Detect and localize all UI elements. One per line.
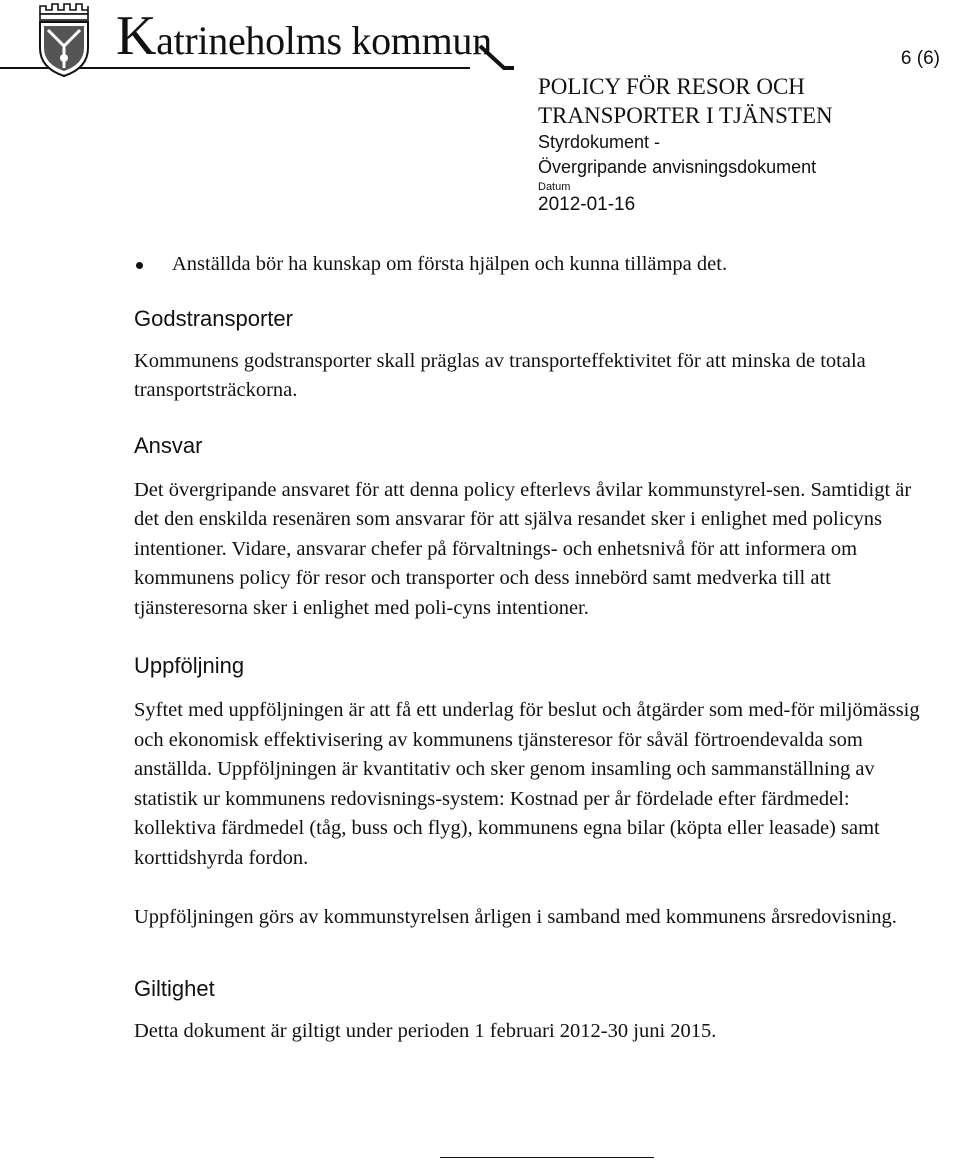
document-type bbox=[538, 130, 816, 180]
date-value: 2012-01-16 bbox=[538, 194, 636, 215]
section-heading-giltighet: Giltighet bbox=[134, 975, 215, 1001]
organization-name-rest: atrineholms kommun bbox=[156, 18, 492, 63]
section-paragraph: Kommunens godstransporter skall präglas av transporteffektivitet för att minska de totala transportsträckorna. bbox=[134, 349, 866, 401]
section-paragraph: Syftet med uppföljningen är att få ett underlag för beslut och åtgärder som med-för miljömässig och ekonomisk effektivisering av kommunens tjänsteresor för såväl förtroendevalda som anställda. Uppföljningen är kvantitativ och sker genom insamling och sammanställning av statistik ur kommunens redovisnings-system: Kostnad per år fördelade efter färdmedel: kollektiva färdmedel (tåg, buss och flyg), kommunens egna bilar (köpta eller leasade) samt korttidshyrda fordon. bbox=[134, 699, 920, 869]
document-title-line-2: TRANSPORTER I TJÄNSTEN bbox=[538, 103, 833, 128]
coat-of-arms-icon bbox=[34, 2, 94, 78]
organization-name-initial: K bbox=[116, 5, 157, 67]
document-type-line-1: Styrdokument - bbox=[538, 132, 661, 152]
document-title bbox=[538, 72, 833, 130]
logo-slash-mark bbox=[478, 42, 518, 72]
document-title-line-1: POLICY FÖR RESOR OCH bbox=[538, 74, 805, 99]
date-label: Datum bbox=[538, 181, 571, 193]
section-paragraph: Det övergripande ansvaret för att denna policy efterlevs åvilar kommunstyrel-sen. Samtidigt är det den enskilda resenären som ansvarar för att själva resandet sker i enlighet med policyns intentioner. Vidare, ansvarar chefer på förvaltnings- och enhetsnivå för att informera om kommunens policy för resor och transporter och dess innebörd samt medverka till att tjänsteresorna sker i enlighet med poli-cyns intentioner. bbox=[134, 478, 912, 619]
organization-name bbox=[116, 5, 492, 67]
section-heading-godstransporter: Godstransporter bbox=[134, 305, 293, 331]
end-of-document-rule bbox=[440, 1157, 654, 1158]
page-number: 6 (6) bbox=[900, 48, 940, 69]
section-heading-ansvar: Ansvar bbox=[134, 432, 203, 458]
section-paragraph: Uppföljningen görs av kommunstyrelsen årligen i samband med kommunens årsredovisning. bbox=[134, 906, 897, 928]
section-paragraph: Detta dokument är giltigt under perioden 1 februari 2012-30 juni 2015. bbox=[134, 1019, 717, 1042]
bullet-item: Anställda bör ha kunskap om första hjälpen och kunna tillämpa det. bbox=[134, 250, 934, 280]
document-body bbox=[134, 250, 934, 1046]
document-type-line-2: Övergripande anvisningsdokument bbox=[538, 157, 817, 177]
section-heading-uppfoljning: Uppföljning bbox=[134, 653, 245, 678]
